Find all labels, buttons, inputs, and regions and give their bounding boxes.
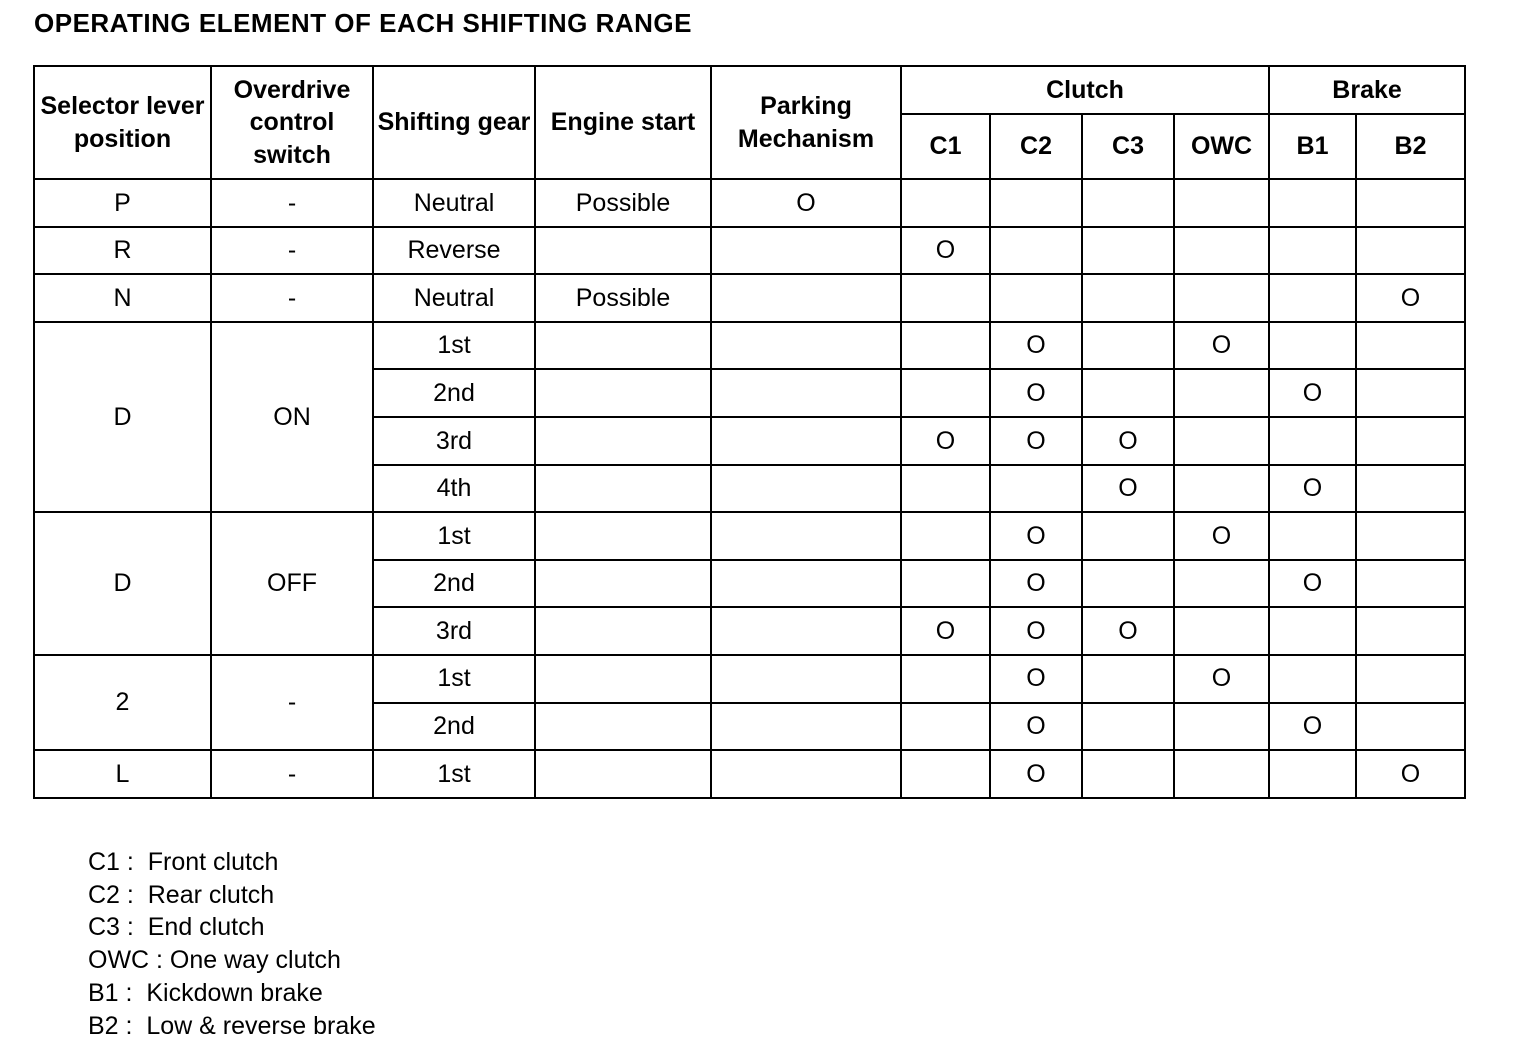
cell-c2 [990,227,1082,275]
cell-owc [1174,227,1269,275]
cell-c2: O [990,703,1082,751]
cell-c2 [990,274,1082,322]
cell-b1 [1269,274,1356,322]
table-row [34,655,1465,703]
cell-b1 [1269,750,1356,798]
cell-selector: L [34,750,211,798]
cell-b1 [1269,179,1356,227]
cell-gear: 1st [373,750,535,798]
cell-b2 [1356,369,1465,417]
cell-parking [711,560,901,608]
cell-c3 [1082,750,1174,798]
cell-c1 [901,512,990,560]
cell-parking [711,750,901,798]
legend-item-owc: OWC : One way clutch [88,946,341,975]
cell-c1 [901,179,990,227]
cell-b1 [1269,322,1356,370]
cell-parking [711,703,901,751]
cell-b1: O [1269,703,1356,751]
table-row [34,322,1465,370]
cell-b2: O [1356,750,1465,798]
cell-b1 [1269,417,1356,465]
header-owc: OWC [1174,114,1269,179]
cell-c1 [901,369,990,417]
cell-c1 [901,274,990,322]
header-c1: C1 [901,114,990,179]
cell-engine: Possible [535,274,711,322]
cell-owc [1174,465,1269,513]
cell-selector: N [34,274,211,322]
cell-owc [1174,607,1269,655]
cell-c3 [1082,703,1174,751]
cell-c3 [1082,369,1174,417]
cell-c2: O [990,655,1082,703]
cell-c3 [1082,512,1174,560]
cell-c2: O [990,560,1082,608]
cell-overdrive: OFF [211,512,373,655]
cell-parking [711,655,901,703]
table-row [34,750,1465,798]
cell-c1: O [901,227,990,275]
cell-gear: 1st [373,322,535,370]
legend-item-c3: C3 : End clutch [88,913,265,942]
cell-c1 [901,750,990,798]
page-title: OPERATING ELEMENT OF EACH SHIFTING RANGE [34,8,692,38]
cell-c2: O [990,607,1082,655]
cell-b1 [1269,655,1356,703]
cell-c3 [1082,655,1174,703]
cell-c1 [901,465,990,513]
cell-c2: O [990,512,1082,560]
cell-gear: 2nd [373,703,535,751]
cell-b2 [1356,655,1465,703]
cell-owc: O [1174,512,1269,560]
cell-b2 [1356,227,1465,275]
cell-b1: O [1269,465,1356,513]
cell-gear: 4th [373,465,535,513]
cell-c3: O [1082,465,1174,513]
legend-item-c1: C1 : Front clutch [88,848,279,876]
table-row [34,274,1465,322]
cell-gear: Neutral [373,274,535,322]
cell-c2 [990,179,1082,227]
cell-gear: Reverse [373,227,535,275]
cell-c1 [901,560,990,608]
cell-selector: R [34,227,211,275]
header-brake-group: Brake [1269,66,1465,114]
cell-parking [711,417,901,465]
cell-parking [711,274,901,322]
cell-owc [1174,369,1269,417]
cell-parking [711,512,901,560]
cell-overdrive: - [211,655,373,750]
cell-selector: P [34,179,211,227]
cell-c2: O [990,417,1082,465]
cell-selector: D [34,322,211,512]
header-c3: C3 [1082,114,1174,179]
cell-owc [1174,560,1269,608]
cell-owc [1174,703,1269,751]
cell-owc [1174,274,1269,322]
cell-parking [711,369,901,417]
cell-c3 [1082,560,1174,608]
cell-c3 [1082,179,1174,227]
cell-c3: O [1082,607,1174,655]
cell-owc [1174,750,1269,798]
cell-owc [1174,179,1269,227]
cell-engine [535,560,711,608]
cell-c3 [1082,227,1174,275]
legend [88,846,376,1042]
cell-selector: D [34,512,211,655]
cell-engine [535,703,711,751]
cell-c1 [901,655,990,703]
header-b2: B2 [1356,114,1465,179]
cell-c1: O [901,417,990,465]
cell-engine [535,417,711,465]
header-selector-lever-position: Selector lever position [34,66,211,179]
operating-element-table [33,65,1466,799]
cell-b1 [1269,512,1356,560]
cell-engine [535,465,711,513]
legend-item-b2: B2 : Low & reverse brake [88,1011,376,1040]
header-b1: B1 [1269,114,1356,179]
cell-engine: Possible [535,179,711,227]
cell-c2 [990,465,1082,513]
cell-engine [535,322,711,370]
cell-engine [535,512,711,560]
cell-overdrive: - [211,274,373,322]
cell-overdrive: - [211,179,373,227]
table-row [34,179,1465,227]
cell-b2: O [1356,274,1465,322]
cell-b1: O [1269,369,1356,417]
cell-c3 [1082,274,1174,322]
cell-owc: O [1174,655,1269,703]
header-shifting-gear: Shifting gear [373,66,535,179]
cell-c3 [1082,322,1174,370]
cell-gear: 1st [373,512,535,560]
cell-b1 [1269,227,1356,275]
cell-b1 [1269,607,1356,655]
header-clutch-group: Clutch [901,66,1269,114]
cell-b2 [1356,465,1465,513]
cell-b2 [1356,512,1465,560]
cell-c2: O [990,369,1082,417]
cell-c3: O [1082,417,1174,465]
cell-b2 [1356,607,1465,655]
cell-overdrive: ON [211,322,373,512]
cell-selector: 2 [34,655,211,750]
header-overdrive-control-switch: Overdrive control switch [211,66,373,179]
cell-b2 [1356,322,1465,370]
table-row [34,227,1465,275]
cell-gear: 3rd [373,417,535,465]
table-row [34,512,1465,560]
cell-c2: O [990,322,1082,370]
cell-engine [535,655,711,703]
cell-b2 [1356,179,1465,227]
cell-engine [535,750,711,798]
cell-b1: O [1269,560,1356,608]
cell-engine [535,369,711,417]
cell-gear: Neutral [373,179,535,227]
cell-parking: O [711,179,901,227]
cell-b2 [1356,703,1465,751]
cell-engine [535,227,711,275]
cell-gear: 2nd [373,369,535,417]
header-c2: C2 [990,114,1082,179]
cell-b2 [1356,560,1465,608]
header-parking-mechanism: Parking Mechanism [711,66,901,179]
cell-overdrive: - [211,227,373,275]
cell-c1: O [901,607,990,655]
cell-engine [535,607,711,655]
cell-parking [711,227,901,275]
cell-c1 [901,703,990,751]
cell-c1 [901,322,990,370]
legend-item-b1: B1 : Kickdown brake [88,978,323,1007]
legend-item-c2: C2 : Rear clutch [88,880,275,909]
cell-parking [711,607,901,655]
header-engine-start: Engine start [535,66,711,179]
cell-parking [711,465,901,513]
cell-gear: 2nd [373,560,535,608]
cell-overdrive: - [211,750,373,798]
cell-gear: 1st [373,655,535,703]
cell-c2: O [990,750,1082,798]
cell-parking [711,322,901,370]
cell-b2 [1356,417,1465,465]
table-body [34,179,1465,798]
cell-owc: O [1174,322,1269,370]
cell-owc [1174,417,1269,465]
cell-gear: 3rd [373,607,535,655]
